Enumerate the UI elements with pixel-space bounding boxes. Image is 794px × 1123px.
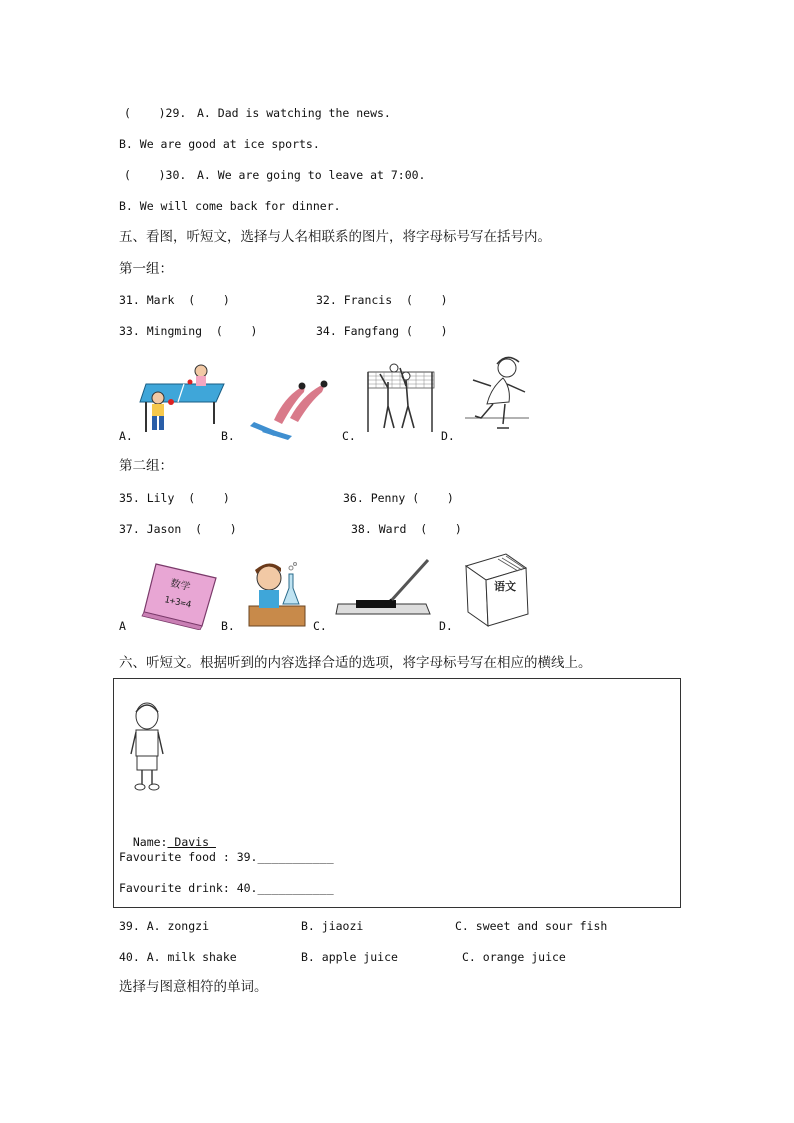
volleyball-picture [366, 362, 436, 434]
q34-item: 34. Fangfang ( ) [316, 324, 448, 338]
profile-card [113, 678, 681, 908]
section6-title: 六、听短文。根据听到的内容选择合适的选项，将字母标号写在相应的横线上。 [119, 655, 592, 671]
name-value: Davis [167, 835, 216, 849]
pic2-label-c: C. [313, 619, 327, 633]
q39-option-b: B. jiaozi [301, 919, 364, 933]
science-experiment-picture [243, 560, 309, 628]
math-book-picture [140, 560, 222, 630]
q40-option-a: 40. A. milk shake [119, 950, 237, 964]
q39-option-c: C. sweet and sour fish [455, 919, 608, 933]
footer-instruction: 选择与图意相符的单词。 [119, 979, 268, 995]
ink-painting-picture [334, 556, 432, 618]
q38-item: 38. Ward ( ) [351, 522, 462, 536]
pic2-label-d: D. [439, 619, 453, 633]
q37-item: 37. Jason ( ) [119, 522, 237, 536]
pic-label-d: D. [441, 429, 455, 443]
q39-option-a: 39. A. zongzi [119, 919, 210, 933]
name-row [119, 818, 216, 850]
q33-item: 33. Mingming ( ) [119, 324, 258, 338]
q30-option-b: B. We will come back for dinner. [119, 199, 341, 213]
q36-item: 36. Penny ( ) [343, 491, 454, 505]
math-book-title: 数学 [169, 578, 192, 594]
pic-label-c: C. [342, 429, 356, 443]
favourite-drink-row: Favourite drink: 40.___________ [119, 881, 334, 895]
pic-label-b: B. [221, 429, 235, 443]
q30-number: ( )30. [124, 168, 187, 182]
q30-option-a: A. We are going to leave at 7:00. [197, 168, 426, 182]
pic2-label-b: B. [221, 619, 235, 633]
q32-item: 32. Francis ( ) [316, 293, 448, 307]
chinese-book-picture [460, 548, 532, 630]
ice-skating-picture [463, 352, 533, 436]
pic2-label-a: A [119, 619, 126, 633]
diving-picture [244, 378, 336, 440]
table-tennis-picture [136, 362, 231, 438]
q35-item: 35. Lily ( ) [119, 491, 230, 505]
math-book-formula: 1+3=4 [163, 595, 192, 611]
q29-option-a: A. Dad is watching the news. [197, 106, 391, 120]
section5-title: 五、看图，听短文，选择与人名相联系的图片，将字母标号写在括号内。 [119, 229, 551, 245]
q29-number: ( )29. [124, 106, 187, 120]
q40-option-b: B. apple juice [301, 950, 398, 964]
favourite-food-row: Favourite food : 39.___________ [119, 850, 334, 864]
q29-option-b: B. We are good at ice sports. [119, 137, 320, 151]
boy-figure-picture [128, 700, 166, 794]
chinese-book-title: 语文 [494, 580, 516, 593]
group1-label: 第一组： [119, 261, 173, 277]
group2-label: 第二组： [119, 458, 173, 474]
name-label: Name: [132, 835, 168, 849]
q31-item: 31. Mark ( ) [119, 293, 230, 307]
q40-option-c: C. orange juice [462, 950, 566, 964]
pic-label-a: A. [119, 429, 133, 443]
